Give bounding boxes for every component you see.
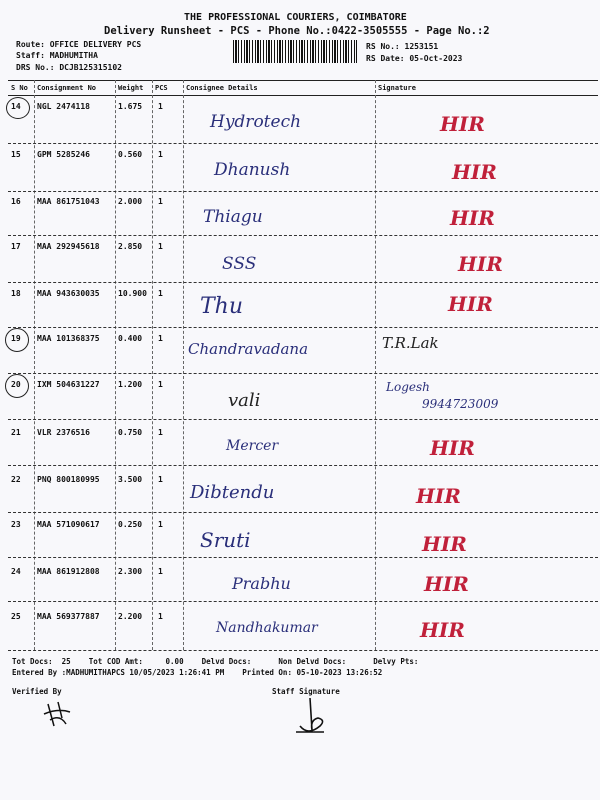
consignee-handwriting: Nandhakumar: [216, 620, 318, 636]
staff-signature-label: Staff Signature: [272, 687, 340, 696]
consignee-handwriting: Dibtendu: [190, 482, 275, 503]
col-weight: Weight: [118, 84, 144, 92]
consignee-handwriting: SSS: [222, 254, 257, 274]
runsheet-title: Delivery Runsheet - PCS - Phone No.:0422-3505555 - Page No.:2: [104, 25, 490, 37]
row-sno: 24: [11, 567, 21, 576]
row-sno: 20: [11, 380, 21, 389]
row-weight: 1.675: [118, 102, 143, 111]
row-pcs: 1: [158, 612, 163, 621]
signature-phone: 9944723009: [422, 397, 499, 411]
row-sno: 16: [11, 197, 21, 206]
row-divider: [8, 282, 598, 283]
row-divider: [8, 419, 598, 420]
signature-handwriting: HIR: [450, 206, 495, 230]
row-sno: 14: [11, 102, 21, 111]
signature-handwriting: HIR: [458, 252, 503, 276]
col-consignment: Consignment No: [37, 84, 97, 92]
row-pcs: 1: [158, 197, 163, 206]
signature-handwriting: HIR: [440, 112, 485, 136]
consignee-handwriting: Hydrotech: [210, 112, 302, 132]
row-consignment: IXM 504631227: [37, 380, 100, 389]
row-divider: [8, 327, 598, 328]
signature-handwriting: HIR: [430, 436, 475, 460]
row-consignment: GPM 5285246: [37, 150, 90, 159]
signature-handwriting: HIR: [448, 292, 493, 316]
row-consignment: MAA 571090617: [37, 520, 100, 529]
rs-no: RS No.: 1253151: [366, 42, 439, 51]
row-divider: [8, 557, 598, 558]
row-pcs: 1: [158, 289, 163, 298]
consignee-handwriting: Sruti: [200, 528, 251, 552]
row-sno: 22: [11, 475, 21, 484]
row-divider: [8, 191, 598, 192]
drs-line: DRS No.: DCJB125315102: [16, 63, 122, 72]
row-pcs: 1: [158, 520, 163, 529]
row-divider: [8, 143, 598, 144]
row-weight: 3.500: [118, 475, 143, 484]
row-consignment: MAA 943630035: [37, 289, 100, 298]
header-top-rule: [8, 80, 598, 81]
col-signature: Signature: [378, 84, 416, 92]
col-divider: [152, 80, 153, 650]
consignee-handwriting: Thiagu: [203, 207, 263, 227]
col-pcs: PCS: [155, 84, 168, 92]
row-pcs: 1: [158, 567, 163, 576]
consignee-handwriting: Prabhu: [232, 574, 291, 593]
row-weight: 2.000: [118, 197, 143, 206]
entered-line: Entered By :MADHUMITHAPCS 10/05/2023 1:26:41 PM Printed On: 05-10-2023 13:26:52: [12, 668, 383, 677]
row-pcs: 1: [158, 242, 163, 251]
signature-handwriting: HIR: [416, 484, 461, 508]
row-weight: 2.300: [118, 567, 143, 576]
row-weight: 2.200: [118, 612, 143, 621]
row-weight: 0.250: [118, 520, 143, 529]
row-sno: 21: [11, 428, 21, 437]
col-divider: [183, 80, 184, 650]
row-pcs: 1: [158, 102, 163, 111]
col-sno: S No: [11, 84, 28, 92]
row-divider: [8, 235, 598, 236]
row-consignment: NGL 2474118: [37, 102, 90, 111]
row-pcs: 1: [158, 150, 163, 159]
barcode: [233, 40, 357, 63]
consignee-handwriting: vali: [228, 390, 261, 411]
col-divider: [115, 80, 116, 650]
col-divider: [34, 80, 35, 650]
row-divider: [8, 373, 598, 374]
consignee-handwriting: Mercer: [226, 438, 279, 454]
row-divider: [8, 512, 598, 513]
row-consignment: VLR 2376516: [37, 428, 90, 437]
staff-signature-mark: [290, 696, 334, 740]
signature-handwriting: HIR: [420, 618, 465, 642]
route-line: Route: OFFICE DELIVERY PCS: [16, 40, 142, 49]
signature-handwriting: HIR: [422, 532, 467, 556]
row-weight: 0.750: [118, 428, 143, 437]
signature-handwriting: HIR: [452, 160, 497, 184]
row-sno: 23: [11, 520, 21, 529]
row-consignment: MAA 569377887: [37, 612, 100, 621]
row-sno: 18: [11, 289, 21, 298]
consignee-handwriting: Thu: [200, 294, 244, 319]
row-weight: 1.200: [118, 380, 143, 389]
verified-by-label: Verified By: [12, 687, 62, 696]
totals-line: Tot Docs: 25 Tot COD Amt: 0.00 Delvd Docs: Non Delvd Docs: Delvy Pts:: [12, 657, 419, 666]
row-pcs: 1: [158, 380, 163, 389]
row-divider: [8, 465, 598, 466]
col-consignee: Consignee Details: [186, 84, 258, 92]
company-name: THE PROFESSIONAL COURIERS, COIMBATORE: [184, 12, 407, 23]
rs-date: RS Date: 05-Oct-2023: [366, 54, 463, 63]
signature-handwriting: T.R.Lak: [382, 334, 439, 352]
row-pcs: 1: [158, 334, 163, 343]
row-consignment: MAA 292945618: [37, 242, 100, 251]
row-weight: 0.560: [118, 150, 143, 159]
row-divider: [8, 601, 598, 602]
row-sno: 25: [11, 612, 21, 621]
row-weight: 0.400: [118, 334, 143, 343]
col-divider: [375, 80, 376, 650]
row-sno: 17: [11, 242, 21, 251]
row-weight: 10.900: [118, 289, 147, 298]
verified-signature-mark: [40, 700, 76, 730]
consignee-handwriting: Chandravadana: [188, 340, 309, 358]
row-consignment: MAA 101368375: [37, 334, 100, 343]
row-divider: [8, 650, 598, 651]
consignee-handwriting: Dhanush: [214, 160, 291, 180]
row-weight: 2.850: [118, 242, 143, 251]
row-pcs: 1: [158, 475, 163, 484]
row-sno: 19: [11, 334, 21, 343]
row-consignment: PNQ 800180995: [37, 475, 100, 484]
header-bottom-rule: [8, 95, 598, 96]
row-pcs: 1: [158, 428, 163, 437]
staff-line: Staff: MADHUMITHA: [16, 51, 98, 60]
row-consignment: MAA 861912808: [37, 567, 100, 576]
row-sno: 15: [11, 150, 21, 159]
signature-handwriting: Logesh: [386, 380, 430, 394]
row-consignment: MAA 861751043: [37, 197, 100, 206]
signature-handwriting: HIR: [424, 572, 469, 596]
